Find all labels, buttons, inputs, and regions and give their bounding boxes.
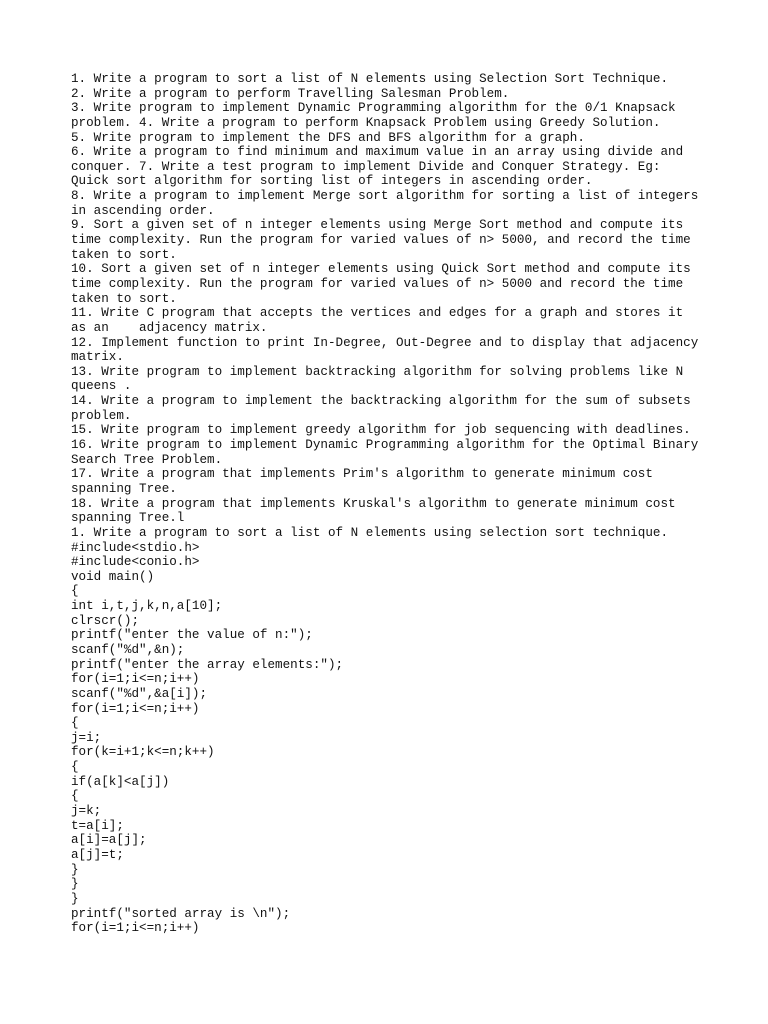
text-line: void main() (71, 569, 155, 584)
text-line: { (71, 760, 79, 775)
text-line: 2. Write a program to perform Travelling Salesman Problem. (71, 86, 510, 101)
text-line: printf("enter the value of n:"); (71, 628, 313, 643)
text-line: for(k=i+1;k<=n;k++) (71, 745, 215, 760)
text-line: taken to sort. (71, 247, 177, 262)
text-line: conquer. 7. Write a test program to implement Divide and Conquer Strategy. Eg: (71, 159, 661, 174)
text-line: } (71, 877, 79, 892)
text-line: as an adjacency matrix. (71, 320, 268, 335)
text-line: scanf("%d",&n); (71, 642, 185, 657)
text-line: time complexity. Run the program for varied values of n> 5000, and record the time (71, 233, 691, 248)
text-line: { (71, 789, 79, 804)
text-line: scanf("%d",&a[i]); (71, 686, 208, 701)
document-body (71, 72, 751, 936)
text-line: a[i]=a[j]; (71, 833, 147, 848)
text-line: Search Tree Problem. (71, 452, 223, 467)
text-line: clrscr(); (71, 613, 140, 628)
text-line: 3. Write program to implement Dynamic Programming algorithm for the 0/1 Knapsack (71, 101, 676, 116)
text-line: 13. Write program to implement backtracking algorithm for solving problems like N (71, 364, 684, 379)
text-line: { (71, 584, 79, 599)
text-line: } (71, 891, 79, 906)
text-line: 5. Write program to implement the DFS and BFS algorithm for a graph. (71, 130, 585, 145)
text-line: 9. Sort a given set of n integer elements using Merge Sort method and compute its (71, 218, 684, 233)
text-line: time complexity. Run the program for varied values of n> 5000 and record the time (71, 276, 684, 291)
text-line: #include<conio.h> (71, 555, 200, 570)
text-line: spanning Tree. (71, 481, 177, 496)
text-line: t=a[i]; (71, 818, 124, 833)
text-line: for(i=1;i<=n;i++) (71, 921, 200, 936)
text-line: int i,t,j,k,n,a[10]; (71, 599, 223, 614)
text-line: } (71, 862, 79, 877)
text-line: 14. Write a program to implement the backtracking algorithm for the sum of subsets (71, 394, 691, 409)
text-line: printf("enter the array elements:"); (71, 657, 344, 672)
text-line: a[j]=t; (71, 847, 124, 862)
text-line: { (71, 716, 79, 731)
text-line: in ascending order. (71, 203, 215, 218)
text-line: 8. Write a program to implement Merge sort algorithm for sorting a list of integers (71, 189, 699, 204)
text-line: for(i=1;i<=n;i++) (71, 701, 200, 716)
text-line: if(a[k]<a[j]) (71, 774, 170, 789)
text-line: 6. Write a program to find minimum and maximum value in an array using divide and (71, 145, 684, 160)
text-line: spanning Tree.l (71, 511, 185, 526)
text-line: 1. Write a program to sort a list of N elements using Selection Sort Technique. (71, 72, 669, 86)
text-line: queens . (71, 379, 132, 394)
text-line: #include<stdio.h> (71, 540, 200, 555)
text-line: j=i; (71, 730, 102, 745)
text-line: 11. Write C program that accepts the vertices and edges for a graph and stores it (71, 306, 684, 321)
text-line: 18. Write a program that implements Kruskal's algorithm to generate minimum cost (71, 496, 676, 511)
text-line: 15. Write program to implement greedy algorithm for job sequencing with deadlines. (71, 423, 691, 438)
text-line: matrix. (71, 350, 124, 365)
text-line: for(i=1;i<=n;i++) (71, 672, 200, 687)
text-line: 17. Write a program that implements Prim's algorithm to generate minimum cost (71, 467, 653, 482)
text-line: 12. Implement function to print In-Degree, Out-Degree and to display that adjacency (71, 335, 699, 350)
text-line: printf("sorted array is \n"); (71, 906, 291, 921)
text-line: j=k; (71, 804, 102, 819)
text-line: Quick sort algorithm for sorting list of integers in ascending order. (71, 174, 593, 189)
text-line: 10. Sort a given set of n integer elements using Quick Sort method and compute its (71, 262, 691, 277)
text-line: 16. Write program to implement Dynamic Programming algorithm for the Optimal Binary (71, 438, 699, 453)
text-line: 1. Write a program to sort a list of N elements using selection sort technique. (71, 525, 669, 540)
text-line: problem. (71, 408, 132, 423)
text-line: problem. 4. Write a program to perform Knapsack Problem using Greedy Solution. (71, 115, 661, 130)
text-line: taken to sort. (71, 291, 177, 306)
